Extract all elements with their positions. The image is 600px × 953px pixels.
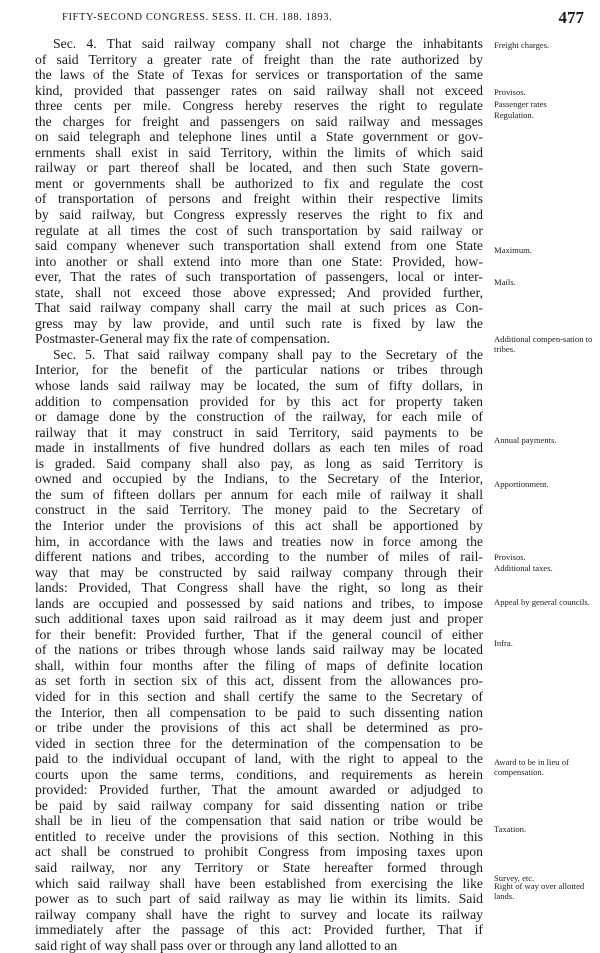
text-line: the charges for freight and passengers on said railway and messages — [35, 113, 483, 129]
text-line: entitled to receive under the provisions of this section. Nothing in this — [35, 828, 483, 844]
text-line: such additional taxes upon said railroad as it may deem just and proper — [35, 611, 483, 627]
text-line: Sec. 5. That said railway company shall pay to the Secretary of the — [53, 346, 483, 362]
margin-note-provisos-2: Provisos. — [494, 552, 526, 562]
margin-note-award-in-lieu: Award to be in lieu of compensation. — [494, 757, 569, 777]
text-line: into another or shall extend into more than one State: Provided, how- — [35, 253, 483, 269]
text-line: said company whenever such transportation shall extend from one State — [35, 238, 483, 254]
text-line: Postmaster-General may fix the rate of compensation. — [35, 331, 331, 347]
text-line: addition to compensation provided for by this act for property taken — [35, 393, 483, 409]
text-line: three cents per mile. Congress hereby reserves the right to regulate — [35, 98, 483, 114]
margin-note-freight-charges: Freight charges. — [494, 40, 550, 50]
text-line: for their benefit: Provided further, That if the general council of either — [35, 626, 483, 642]
page-header — [36, 8, 586, 28]
text-line: ernments shall exist in said Territory, within the limits of which said — [35, 144, 483, 160]
text-line: the Interior under the provisions of this act shall be apportioned by — [35, 517, 483, 533]
margin-note-provisos: Provisos. — [494, 87, 526, 97]
text-line: said right of way shall pass over or through any land allotted to an — [35, 937, 398, 953]
text-line: way that may be constructed by said railway company through their — [35, 564, 483, 580]
text-line: power as to such part of said railway as may lie within its limits. Said — [35, 891, 483, 907]
text-line: owned and occupied by the Indians, to the Secretary of the Interior, — [35, 471, 483, 487]
text-line: the sum of fifteen dollars per annum for each mile of railway it shall — [35, 486, 483, 502]
text-line: railway company shall have the right to survey and locate its railway — [35, 906, 483, 922]
text-line: the Interior, then all compensation to be paid to such dissenting nation — [35, 704, 483, 720]
text-line: shall be in lieu of the compensation that said nation or tribe would be — [35, 813, 483, 829]
text-line: is graded. Said company shall also pay, as long as said Territory is — [35, 455, 483, 471]
page-number: 477 — [558, 8, 584, 27]
text-line: state, shall not exceed those above expressed; And provided further, — [35, 284, 483, 300]
text-line: railway or part thereof shall be located, and then such State govern- — [35, 160, 483, 176]
text-line: made in installments of five hundred dollars as each ten miles of road — [35, 440, 483, 456]
text-line: Interior, for the benefit of the particular nations or tribes through — [35, 362, 483, 378]
text-line: courts upon the same terms, conditions, and requirements as herein — [35, 766, 483, 782]
text-line: or damage done by the construction of the railway, for each mile of — [35, 409, 483, 425]
text-line: him, in accordance with the laws and treaties now in force among the — [35, 533, 483, 549]
text-line: railway that it may construct in said Territory, said payments to be — [35, 424, 483, 440]
text-line: ment or governments shall be authorized to fix and regulate the cost — [35, 175, 483, 191]
margin-note-annual-payments: Annual payments. — [494, 435, 557, 445]
text-line: shall, within four months after the filing of maps of definite location — [35, 657, 483, 673]
text-line: vided in section three for the determination of the compensation to be — [35, 735, 483, 751]
text-line: said railway, nor any Territory or State hereafter formed through — [35, 859, 483, 875]
text-line: construct in the said Territory. The money paid to the Secretary of — [35, 502, 483, 518]
margin-note-maximum: Maximum. — [494, 245, 532, 255]
running-head: FIFTY-SECOND CONGRESS. SESS. II. CH. 188. 1893. — [62, 12, 333, 23]
margin-note-infra: Infra. — [494, 638, 513, 648]
text-line: of said Territory a greater rate of freight than the rate authorized by — [35, 51, 483, 67]
margin-note-additional-taxes: Additional taxes. — [494, 563, 553, 573]
text-line: or tribe under the provisions of this act shall be determined as pro- — [35, 720, 483, 736]
margin-note-survey: Survey, etc. — [494, 873, 535, 883]
text-line: act shall be construed to prohibit Congress from imposing taxes upon — [35, 844, 483, 860]
text-line: the laws of the State of Texas for services or transportation of the same — [35, 67, 483, 83]
text-line: be paid by said railway company for said dissenting nation or tribe — [35, 797, 483, 813]
text-line: which said railway shall have been established from exercising the like — [35, 875, 483, 891]
text-line: ever, That the rates of such transportation of passengers, local or inter- — [35, 269, 483, 285]
text-line: gress may by law provide, and until such rate is fixed by law the — [35, 315, 483, 331]
text-line: on said telegraph and telephone lines until a State government or gov- — [35, 129, 483, 145]
text-line: different nations and tribes, according to the number of miles of rail- — [35, 549, 483, 565]
text-line: of the nations or tribes through whose lands said railway may be located — [35, 642, 483, 658]
margin-note-appeal-by-general-councils: Appeal by general councils. — [494, 597, 590, 607]
margin-note-mails: Mails. — [494, 277, 516, 287]
text-line: by said railway, but Congress expressly reserves the right to fix and — [35, 207, 483, 223]
text-line: lands: Provided, That Congress shall have the right, so long as their — [35, 580, 483, 596]
text-line: provided: Provided further, That the amount awarded or adjudged to — [35, 782, 483, 798]
text-line: vided for in this section and shall certify the same to the Secretary of — [35, 688, 483, 704]
text-line: as set forth in section six of this act, dissent from the allowances pro- — [35, 673, 483, 689]
text-line: lands are occupied and possessed by said nations and tribes, to impose — [35, 595, 483, 611]
text-line: whose lands said railway may be located, the sum of fifty dollars, in — [35, 378, 483, 394]
statute-text — [35, 36, 483, 953]
margin-note-regulation: Regulation. — [494, 110, 534, 120]
text-line: kind, provided that passenger rates on said railway shall not exceed — [35, 82, 483, 98]
margin-note-passenger-rates: Passenger rates — [494, 99, 547, 109]
text-line: of transportation of persons and freight within their respective limits — [35, 191, 483, 207]
text-line: paid to the individual occupant of land, with the right to appeal to the — [35, 751, 483, 767]
margin-note-apportionment: Apportionment. — [494, 479, 549, 489]
text-line: immediately after the passage of this act: Provided further, That if — [35, 922, 483, 938]
text-line: regulate at all times the cost of such transportation by said railway or — [35, 222, 483, 238]
margin-note-right-of-way: Right of way over allotted lands. — [494, 881, 585, 901]
text-line: That said railway company shall carry the mail at such prices as Con- — [35, 300, 483, 316]
text-line: Sec. 4. That said railway company shall not charge the inhabitants — [53, 36, 483, 51]
margin-note-additional-compensation: Additional compen-sation to tribes. — [494, 334, 593, 354]
margin-note-taxation: Taxation. — [494, 824, 527, 834]
